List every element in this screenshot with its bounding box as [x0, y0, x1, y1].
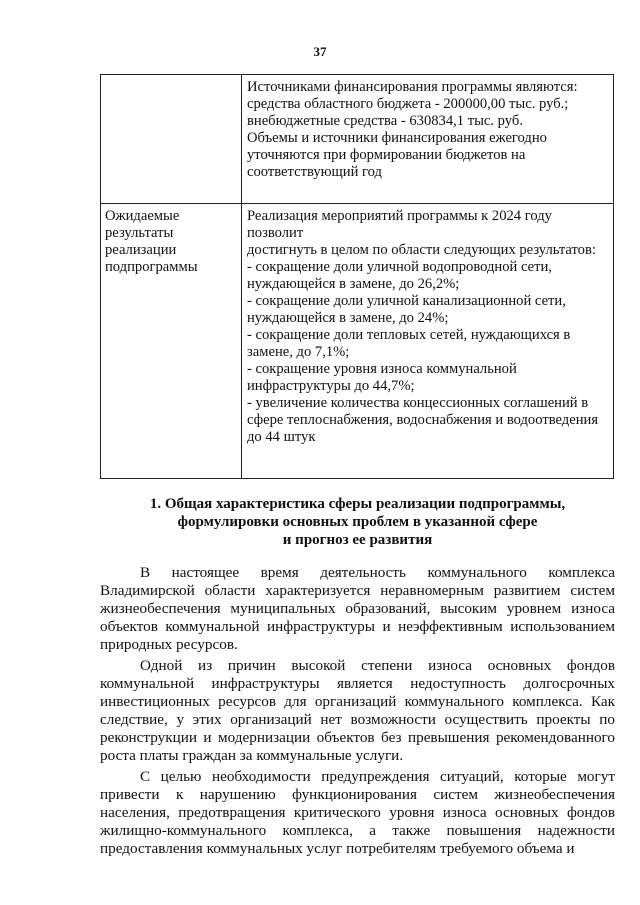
section-heading-line: и прогноз ее развития	[282, 532, 433, 548]
results-line: - сокращение доли тепловых сетей, нуждающихся в	[247, 327, 571, 343]
results-line: замене, до 7,1%;	[247, 344, 350, 360]
results-line: инфраструктуры до 44,7%;	[247, 378, 415, 394]
funding-text-cell	[242, 75, 614, 204]
funding-label-cell	[101, 75, 242, 204]
table-row-funding	[101, 75, 614, 204]
results-line: нуждающейся в замене, до 24%;	[247, 310, 449, 326]
funding-line: средства областного бюджета - 200000,00 тыс. руб.;	[247, 96, 569, 112]
results-line: нуждающейся в замене, до 26,2%;	[247, 276, 460, 292]
funding-line: соответствующий год	[247, 164, 382, 180]
results-line: - сокращение доли уличной водопроводной сети,	[247, 259, 552, 275]
page-number: 37	[313, 44, 327, 59]
section-body	[100, 564, 615, 861]
section-heading-line: 1. Общая характеристика сферы реализации подпрограммы,	[149, 496, 566, 512]
results-line: - увеличение количества концессионных соглашений в	[247, 395, 589, 411]
funding-line: Объемы и источники финансирования ежегодно	[247, 130, 547, 146]
results-line: до 44 штук	[247, 429, 316, 445]
results-line: - сокращение уровня износа коммунальной	[247, 361, 517, 377]
results-text-cell	[242, 204, 614, 479]
results-line: сфере теплоснабжения, водоснабжения и водоотведения	[247, 412, 599, 428]
funding-line: уточняются при формировании бюджетов на	[247, 147, 526, 163]
results-label-line: результаты	[105, 225, 174, 241]
results-line: Реализация мероприятий программы к 2024 году позволит	[247, 208, 552, 241]
results-label-line: Ожидаемые	[105, 208, 180, 224]
subprogram-passport-table	[100, 74, 614, 479]
body-paragraph: В настоящее время деятельность коммунального комплекса Владимирской области характеризуется неравномерным развитием систем жизнеобеспечения муниципальных образований, высоким уровнем износа объектов коммунальной инфраструктуры и неэффективным использованием природных ресурсов.	[100, 564, 615, 653]
section-heading-line: формулировки основных проблем в указанной сфере	[177, 514, 538, 530]
table-row-expected-results	[101, 204, 614, 479]
funding-line: Источниками финансирования программы являются:	[247, 79, 578, 95]
body-paragraph: С целью необходимости предупреждения ситуаций, которые могут привести к нарушению функционирования систем жизнеобеспечения населения, предотвращения критического уровня износа основных фондов жилищно-коммунального комплекса, а также повышения надежности предоставления коммунальных услуг потребителям требуемого объема и	[100, 768, 615, 857]
results-label-line: подпрограммы	[105, 259, 198, 275]
results-label-line: реализации	[105, 242, 177, 258]
section-heading	[100, 495, 615, 549]
results-label-cell	[101, 204, 242, 479]
results-line: достигнуть в целом по области следующих результатов:	[247, 242, 596, 258]
body-paragraph: Одной из причин высокой степени износа основных фондов коммунальной инфраструктуры является недоступность долгосрочных инвестиционных ресурсов для организаций коммунального комплекса. Как следствие, у этих организаций нет возможности осуществить проекты по реконструкции и модернизации объектов без превышения рекомендованного роста платы граждан за коммунальные услуги.	[100, 657, 615, 764]
funding-line: внебюджетные средства - 630834,1 тыс. руб.	[247, 113, 523, 129]
results-line: - сокращение доли уличной канализационной сети,	[247, 293, 566, 309]
